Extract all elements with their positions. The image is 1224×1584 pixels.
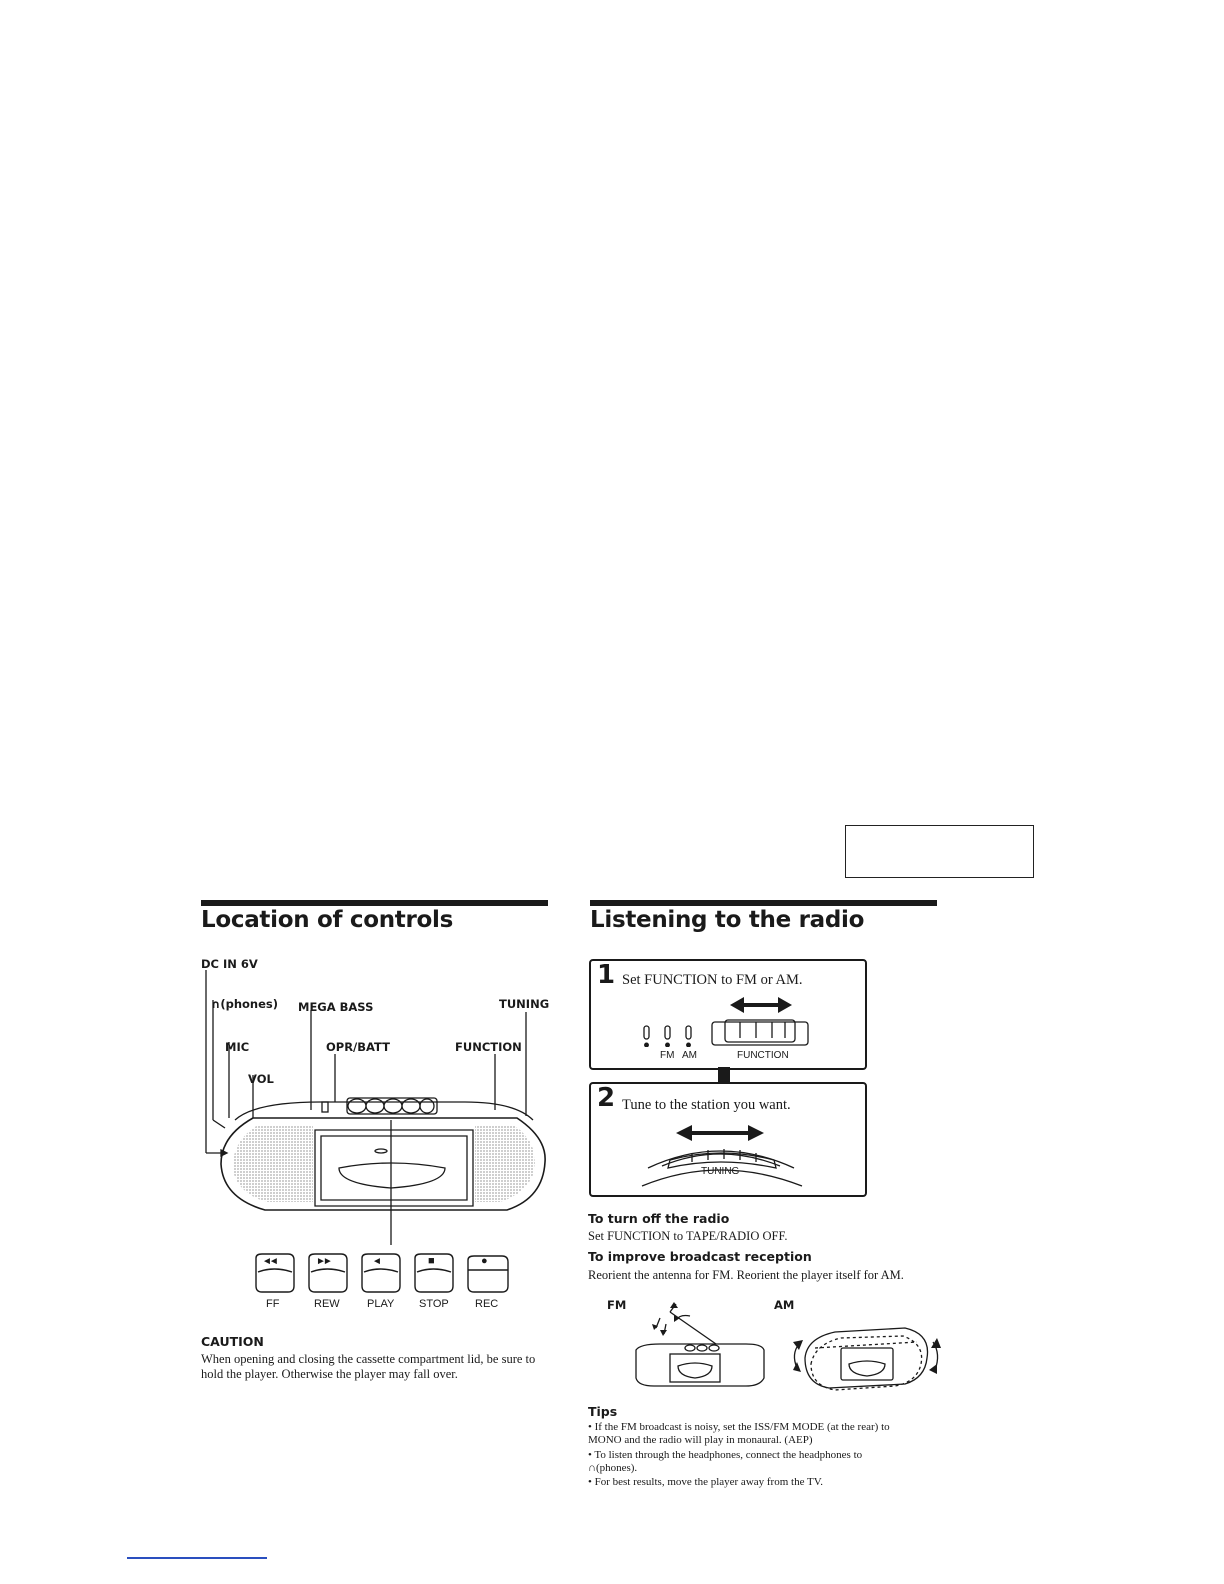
improve-am-label: AM <box>774 1298 795 1312</box>
label-opr-batt: OPR/BATT <box>326 1040 390 1054</box>
button-label-rew: REW <box>314 1298 340 1310</box>
improve-title: To improve broadcast reception <box>588 1249 812 1264</box>
turn-off-text: Set FUNCTION to TAPE/RADIO OFF. <box>588 1229 788 1243</box>
listening-radio-title: Listening to the radio <box>590 907 865 933</box>
button-label-stop: STOP <box>419 1298 449 1310</box>
button-symbol-play: ◄ <box>372 1256 382 1267</box>
label-tuning: TUNING <box>499 997 550 1011</box>
step-1-function-label: FUNCTION <box>737 1050 789 1061</box>
step-connector <box>718 1067 730 1082</box>
turn-off-title: To turn off the radio <box>588 1211 730 1226</box>
label-vol: VOL <box>248 1072 274 1086</box>
tip-item: • For best results, move the player away from the TV. <box>588 1476 824 1488</box>
step-1-text: Set FUNCTION to FM or AM. <box>622 972 803 988</box>
caution-text: When opening and closing the cassette compartment lid, be sure to hold the player. Otherwise the player may fall over. <box>201 1352 536 1381</box>
label-phones: ∩(phones) <box>211 997 279 1011</box>
button-symbol-rew: ►► <box>316 1256 330 1267</box>
label-function: FUNCTION <box>455 1040 522 1054</box>
caution-title: CAUTION <box>201 1334 264 1349</box>
fm-antenna-diagram <box>630 1298 770 1390</box>
label-dc-in: DC IN 6V <box>201 957 258 971</box>
step-1-fm-label: FM <box>660 1050 675 1061</box>
button-symbol-ff: ◄◄ <box>262 1256 276 1267</box>
step-2-text: Tune to the station you want. <box>622 1097 791 1113</box>
tip-item: • To listen through the headphones, connect the headphones to ∩(phones). <box>588 1449 863 1474</box>
function-switch-diagram <box>630 992 820 1047</box>
location-of-controls-title: Location of controls <box>201 907 454 933</box>
step-2-tuning-label: TUNING <box>701 1166 740 1177</box>
button-label-play: PLAY <box>367 1298 395 1310</box>
left-heading-rule <box>201 900 548 906</box>
button-symbol-stop: ■ <box>428 1255 435 1267</box>
tips-title: Tips <box>588 1404 618 1419</box>
step-2-number: 2 <box>597 1083 616 1113</box>
player-front-diagram <box>195 970 565 1250</box>
right-heading-rule <box>590 900 937 906</box>
button-symbol-rec: ● <box>481 1255 488 1267</box>
empty-label-box <box>845 825 1034 878</box>
label-mic: MIC <box>225 1040 250 1054</box>
bottom-link-underline <box>127 1557 267 1559</box>
tuning-dial-diagram <box>640 1120 810 1188</box>
improve-text: Reorient the antenna for FM. Reorient the player itself for AM. <box>588 1268 904 1282</box>
am-rotate-diagram <box>785 1318 945 1396</box>
button-label-rec: REC <box>475 1298 499 1310</box>
step-1-am-label: AM <box>682 1050 697 1061</box>
tip-item: • If the FM broadcast is noisy, set the ISS/FM MODE (at the rear) to MONO and the radio will play in monaural. (AEP) <box>588 1421 890 1446</box>
tape-buttons-diagram <box>250 1250 520 1298</box>
label-mega-bass: MEGA BASS <box>298 1000 374 1014</box>
improve-fm-label: FM <box>607 1298 627 1312</box>
step-1-number: 1 <box>597 960 616 990</box>
button-label-ff: FF <box>266 1298 280 1310</box>
